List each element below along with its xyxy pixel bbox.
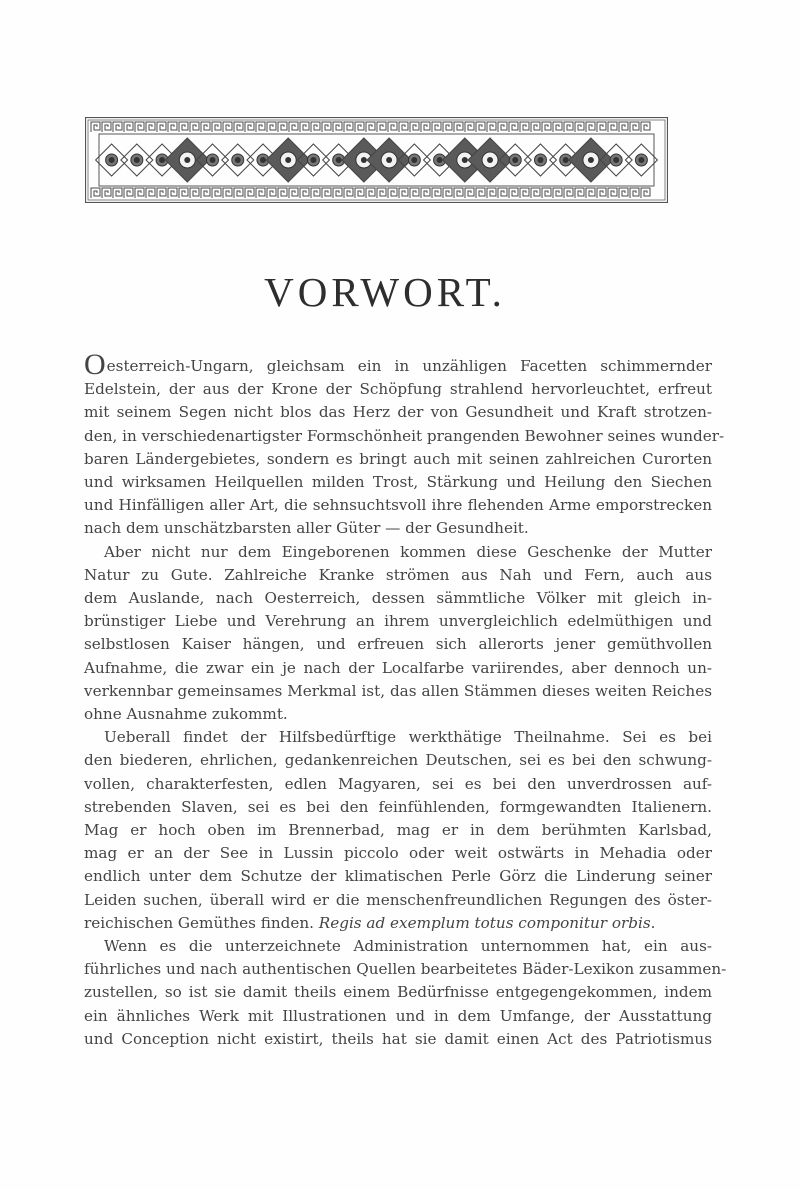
text-line: zustellen, so ist sie damit theils einem Bedürfnisse entgegengekommen, indem: [84, 983, 712, 1002]
text-line: und Hinfälligen aller Art, die sehnsuchtsvoll ihre flehenden Arme emporstrecken: [84, 496, 712, 515]
text-line: ohne Ausnahme zukommt.: [84, 705, 288, 724]
text-line: verkennbar gemeinsames Merkmal ist, das allen Stämmen dieses weiten Reiches: [84, 681, 712, 700]
text-line: baren Ländergebietes, sondern es bringt auch mit seinen zahlreichen Curorten: [84, 449, 712, 468]
text-line: Leiden suchen, überall wird er die menschenfreundlichen Regungen des öster-: [84, 890, 712, 909]
text-line: und wirksamen Heilquellen milden Trost, Stärkung und Heilung den Siechen: [84, 473, 712, 492]
text-line: Edelstein, der aus der Krone der Schöpfung strahlend hervorleuchtet, erfreut: [84, 380, 712, 399]
text-line: Mag er hoch oben im Brennerbad, mag er in dem berühmten Karlsbad,: [84, 821, 712, 840]
text-line: ein ähnliches Werk mit Illustrationen und in dem Umfange, der Ausstattung: [84, 1006, 712, 1025]
text-line: Natur zu Gute. Zahlreiche Kranke strömen aus Nah und Fern, auch aus: [84, 565, 712, 584]
text-line: mit seinem Segen nicht blos das Herz der von Gesundheit und Kraft strotzen-: [84, 403, 712, 422]
text-line: Aber nicht nur dem Eingeborenen kommen diese Geschenke der Mutter: [104, 542, 712, 561]
text-line: endlich unter dem Schutze der klimatischen Perle Görz die Linderung seiner: [84, 867, 712, 886]
text-line: mag er an der See in Lussin piccolo oder weit ostwärts in Mehadia oder: [84, 844, 712, 863]
drop-cap: O: [84, 348, 106, 381]
text-line: den, in verschiedenartigster Formschönheit prangenden Bewohner seines wunder-: [84, 426, 725, 445]
text-line: Ueberall findet der Hilfsbedürftige werkthätige Theilnahme. Sei es bei: [104, 728, 712, 747]
preface-body: [84, 348, 727, 1051]
text-line: Aufnahme, die zwar ein je nach der Localfarbe variirendes, aber dennoch un-: [84, 658, 712, 677]
text-line: [84, 912, 712, 935]
greek-key-and-rosette-border-icon: [85, 117, 668, 203]
page-title: VORWORT.: [264, 269, 506, 315]
text-line: strebenden Slaven, sei es bei den feinfühlenden, formgewandten Italienern.: [84, 797, 712, 816]
text-line: [84, 348, 712, 381]
text-line: selbstlosen Kaiser hängen, und erfreuen sich allerorts jener gemüthvollen: [84, 635, 712, 654]
text-line: nach dem unschätzbarsten aller Güter — der Gesundheit.: [84, 519, 529, 538]
text-line-content: esterreich-Ungarn, gleichsam ein in unzähligen Facetten schimmernder: [106, 357, 712, 375]
text-line: und Conception nicht existirt, theils hat sie damit einen Act des Patriotismus: [84, 1029, 712, 1048]
latin-quote: Regis ad exemplum totus componitur orbis.: [318, 913, 656, 932]
text-line: den biederen, ehrlichen, gedankenreichen Deutschen, sei es bei den schwung-: [84, 751, 712, 770]
text-line: vollen, charakterfesten, edlen Magyaren, sei es bei den unverdrossen auf-: [84, 774, 712, 793]
text-line: brünstiger Liebe und Verehrung an ihrem unvergleichlich edelmüthigen und: [84, 612, 712, 631]
text-line: Wenn es die unterzeichnete Administration unternommen hat, ein aus-: [104, 937, 712, 956]
text-line: führliches und nach authentischen Quellen bearbeitetes Bäder-Lexikon zusammen-: [84, 960, 727, 979]
text-line-content: reichischen Gemüthes finden.: [84, 913, 319, 932]
text-line: dem Auslande, nach Oesterreich, dessen sämmtliche Völker mit gleich in-: [84, 589, 712, 608]
